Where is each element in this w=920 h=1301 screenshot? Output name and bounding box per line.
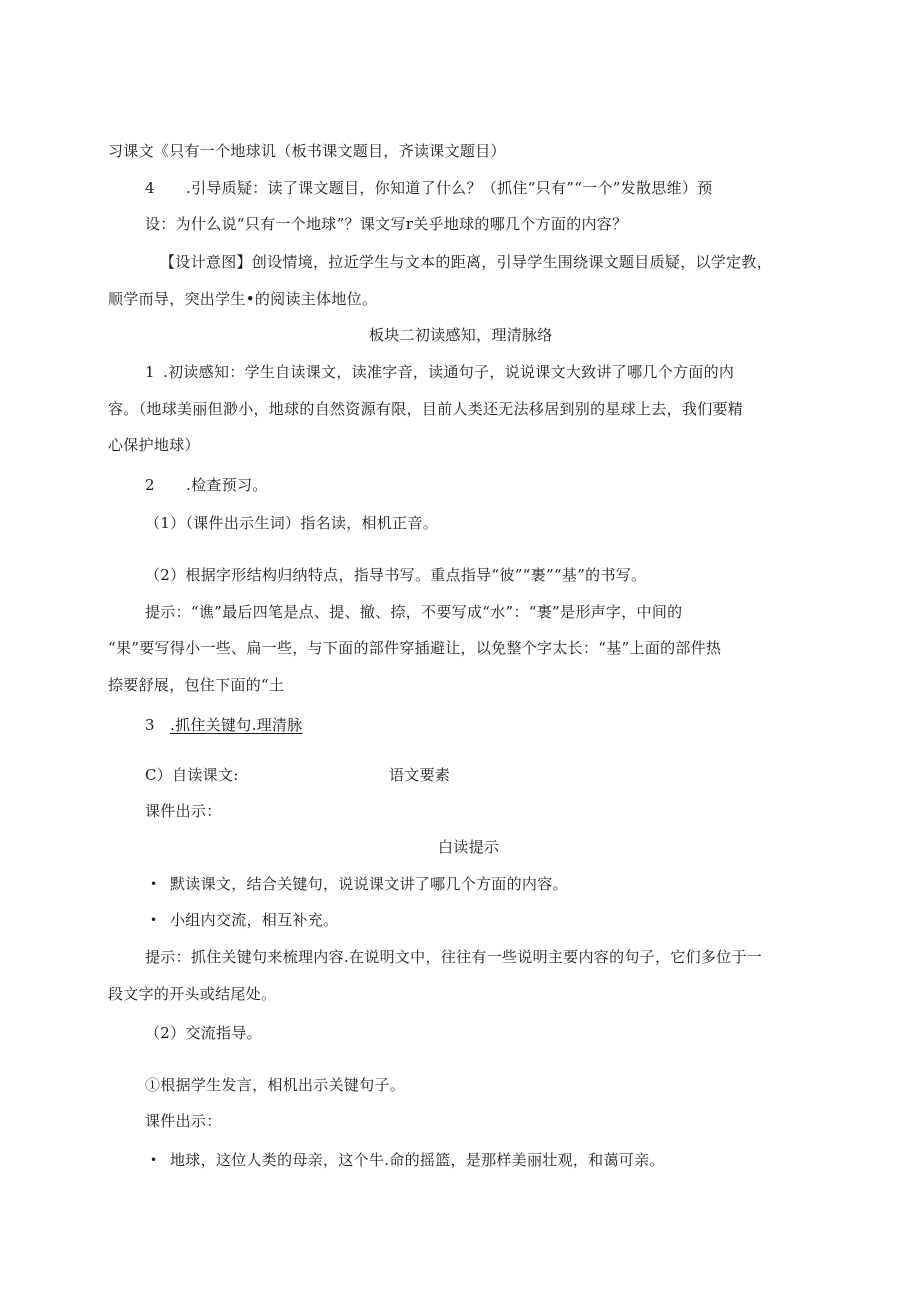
list-number: 1 — [145, 363, 155, 381]
section-heading: 板块二初读感知，理清脉络 — [369, 326, 553, 344]
paragraph-line: .检查预习。 — [186, 476, 268, 494]
design-intent-line: 【设计意图】创设情境，拉近学生与文本的距离，引导学生围绕课文题目质疑，以学定教， — [160, 253, 773, 271]
bullet-item: 默读课文，结合关键句，说说课文讲了哪几个方面的内容。 — [170, 875, 568, 893]
box-title: 白读提示 — [438, 838, 500, 856]
paragraph-line: 段文字的开头或结尾处。 — [108, 985, 277, 1003]
subheading-underlined: .抓住关键句.理清脉 — [170, 716, 303, 734]
list-number: 4 — [145, 179, 155, 197]
bullet-item: 小组内交流，相互补充。 — [170, 911, 339, 929]
bullet-icon: • — [150, 913, 158, 927]
list-number: 3 — [145, 716, 155, 734]
paragraph-line: （2）交流指导。 — [145, 1024, 262, 1042]
paragraph-line: 课件出示： — [145, 1112, 222, 1130]
paragraph-line: “果”要写得小一些、扁一些，与下面的部件穿插避让，以免整个字太长：“基”上面的部件热 — [108, 639, 722, 657]
paragraph-line: （2）根据字形结构归纳特点，指导书写。重点指导“彼”“裹”“基”的书写。 — [145, 566, 647, 584]
paragraph-line: .引导质疑：读了课文题目，你知道了什么？（抓住“只有”“一个”发散思维）预 — [186, 179, 713, 197]
bullet-icon: • — [150, 1153, 158, 1167]
paragraph-line: 顺学而导，突出学生•的阅读主体地位。 — [108, 290, 378, 308]
paragraph-line: .初读感知：学生自读课文，读准字音，读通句子，说说课文大致讲了哪几个方面的内 — [163, 363, 735, 381]
paragraph-line: 课件出示： — [145, 802, 222, 820]
paragraph-line: 容。（地球美丽但渺小，地球的自然资源有限，目前人类还无法移居到别的星球上去，我们要精 — [108, 400, 744, 418]
paragraph-line: 设：为什么说“只有一个地球”？课文写r关乎地球的哪几个方面的内容？ — [145, 215, 628, 233]
bullet-item: 地球，这位人类的母亲，这个牛.命的摇篮，是那样美丽壮观，和蔼可亲。 — [170, 1151, 665, 1169]
paragraph-line: 心保护地球） — [108, 436, 200, 454]
label-text: 语文要素 — [389, 766, 451, 784]
list-number: 2 — [145, 476, 155, 494]
bullet-icon: • — [150, 877, 158, 891]
paragraph-line: 习课文《只有一个地球讥（板书课文题目，齐读课文题目） — [108, 142, 506, 160]
paragraph-line: C）自读课文: — [145, 766, 239, 784]
paragraph-line: （1）（课件出示生词）指名读，相机正音。 — [145, 514, 439, 532]
paragraph-line: 提示：抓住关键句来梳理内容.在说明文中，往往有一些说明主要内容的句子，它们多位于一 — [145, 948, 763, 966]
paragraph-line: 捺要舒展，包住下面的“土 — [108, 676, 285, 694]
paragraph-line: ①根据学生发言，相机出示关键句子。 — [145, 1076, 406, 1094]
paragraph-line: 提示：“谯”最后四笔是点、提、撤、捺，不要写成“水”：“裹”是形声字，中间的 — [145, 603, 683, 621]
